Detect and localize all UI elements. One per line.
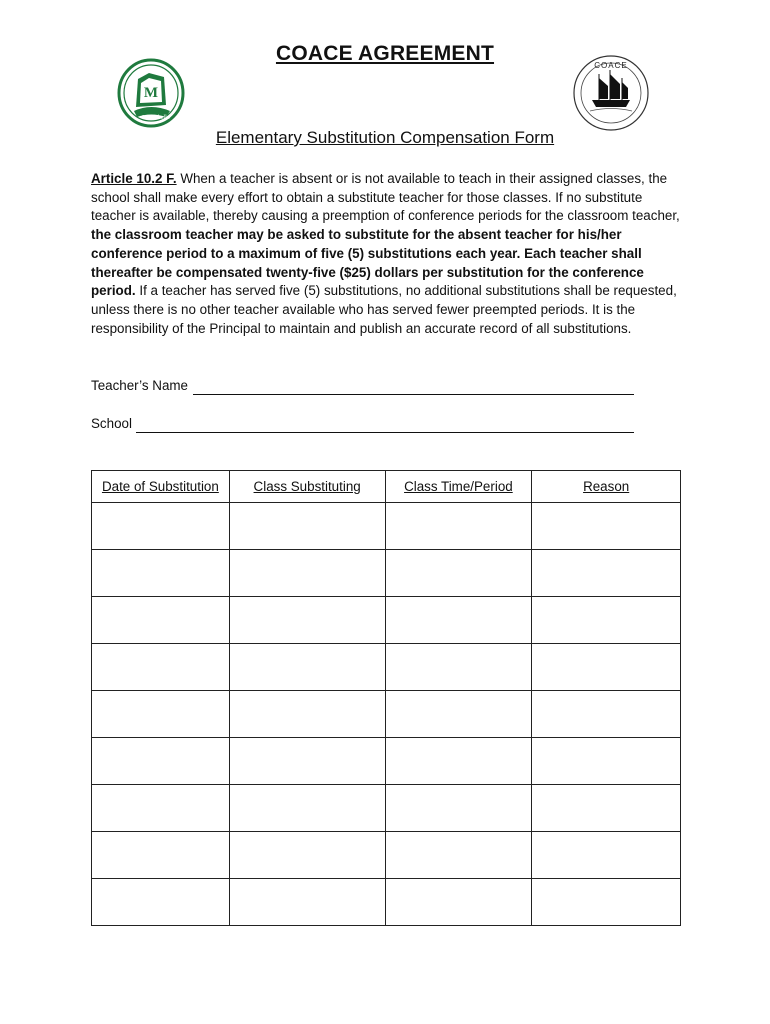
cell-date[interactable] xyxy=(92,503,230,550)
table-row xyxy=(92,503,681,550)
cell-reason[interactable] xyxy=(532,832,681,879)
cell-time[interactable] xyxy=(385,503,532,550)
document-title: COACE AGREEMENT xyxy=(275,42,495,65)
column-header-class: Class Substituting xyxy=(229,471,385,503)
column-header-time: Class Time/Period xyxy=(385,471,532,503)
table-row xyxy=(92,879,681,926)
table-header-row xyxy=(92,471,681,503)
cell-reason[interactable] xyxy=(532,644,681,691)
article-bold-text: the classroom teacher may be asked to substitute for the absent teacher for his/her conference period to a maximum of five (5) substitutions each year. Each teacher shall thereafter be compensated twenty-five ($25) dollars per substitution for the conference period. xyxy=(91,227,644,299)
article-text-2: If a teacher has served five (5) substitutions, no additional substitutions shall be requested, unless there is no other teacher available who has served fewer preempted periods. It is the responsibility of the Principal to maintain and publish an accurate record of all substitutions. xyxy=(91,283,677,336)
school-label: School xyxy=(91,416,132,431)
table-row xyxy=(92,691,681,738)
cell-time[interactable] xyxy=(385,644,532,691)
cell-time[interactable] xyxy=(385,550,532,597)
cell-reason[interactable] xyxy=(532,550,681,597)
article-label: Article 10.2 F. xyxy=(91,171,177,186)
cell-date[interactable] xyxy=(92,550,230,597)
cell-class[interactable] xyxy=(229,691,385,738)
cell-time[interactable] xyxy=(385,738,532,785)
cell-time[interactable] xyxy=(385,691,532,738)
cell-class[interactable] xyxy=(229,550,385,597)
cell-date[interactable] xyxy=(92,691,230,738)
cell-date[interactable] xyxy=(92,738,230,785)
cell-reason[interactable] xyxy=(532,597,681,644)
article-text-1: When a teacher is absent or is not available to teach in their assigned classes, the school shall make every effort to obtain a substitute teacher for those classes. If no substitute teacher is available, thereby causing a preemption of conference periods for the classroom teacher, xyxy=(91,171,680,224)
cell-class[interactable] xyxy=(229,738,385,785)
cell-time[interactable] xyxy=(385,785,532,832)
table-row xyxy=(92,550,681,597)
table-row xyxy=(92,597,681,644)
column-header-date: Date of Substitution xyxy=(92,471,230,503)
coace-seal xyxy=(572,54,650,132)
substitution-log-table xyxy=(91,470,681,926)
cell-date[interactable] xyxy=(92,785,230,832)
cell-class[interactable] xyxy=(229,879,385,926)
cell-reason[interactable] xyxy=(532,503,681,550)
cell-date[interactable] xyxy=(92,879,230,926)
school-logo xyxy=(116,57,186,129)
teacher-name-label: Teacher’s Name xyxy=(91,378,189,393)
cell-date[interactable] xyxy=(92,832,230,879)
cell-reason[interactable] xyxy=(532,691,681,738)
school-row xyxy=(91,416,132,431)
table-row xyxy=(92,785,681,832)
school-field[interactable] xyxy=(136,432,634,433)
table-row xyxy=(92,644,681,691)
cell-time[interactable] xyxy=(385,597,532,644)
svg-text:M: M xyxy=(143,85,159,101)
svg-text:Montebello: Montebello xyxy=(142,115,170,121)
cell-class[interactable] xyxy=(229,785,385,832)
table-row xyxy=(92,738,681,785)
table-row xyxy=(92,832,681,879)
cell-reason[interactable] xyxy=(532,785,681,832)
cell-time[interactable] xyxy=(385,832,532,879)
cell-class[interactable] xyxy=(229,597,385,644)
svg-text:COACE: COACE xyxy=(594,61,628,70)
cell-date[interactable] xyxy=(92,644,230,691)
form-subtitle: Elementary Substitution Compensation Form xyxy=(215,128,555,147)
cell-reason[interactable] xyxy=(532,879,681,926)
cell-time[interactable] xyxy=(385,879,532,926)
cell-reason[interactable] xyxy=(532,738,681,785)
teacher-name-field[interactable] xyxy=(193,394,634,395)
cell-class[interactable] xyxy=(229,644,385,691)
cell-class[interactable] xyxy=(229,832,385,879)
teacher-name-row xyxy=(91,378,188,393)
cell-class[interactable] xyxy=(229,503,385,550)
article-paragraph xyxy=(91,170,681,338)
cell-date[interactable] xyxy=(92,597,230,644)
column-header-reason: Reason xyxy=(532,471,681,503)
